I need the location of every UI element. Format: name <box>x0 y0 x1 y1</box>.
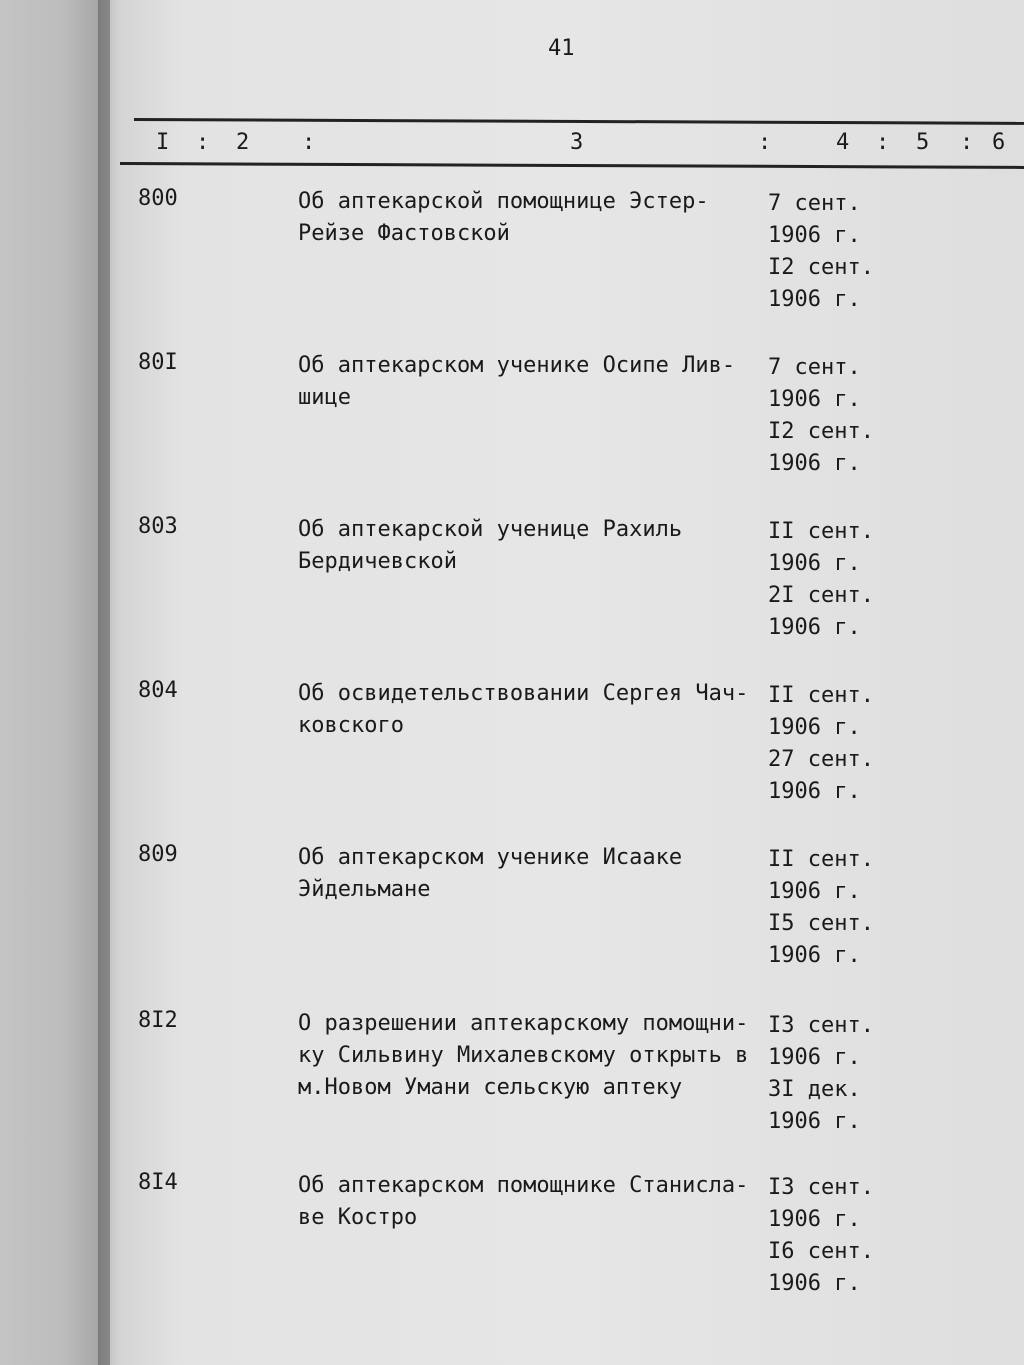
record-dates <box>768 188 874 316</box>
column-header-6: 6 <box>992 130 1006 155</box>
column-header-1: I <box>156 130 170 155</box>
record-dates <box>768 680 874 808</box>
record-title <box>298 186 768 250</box>
record-title-line: Об аптекарском помощнике Станисла- <box>298 1173 749 1198</box>
date-end-year: 1906 г. <box>768 943 861 968</box>
record-number: 800 <box>138 186 178 211</box>
date-end-year: 1906 г. <box>768 451 861 476</box>
list-item <box>0 186 1024 336</box>
record-title <box>298 1170 768 1234</box>
record-title-line: Об аптекарской ученице Рахиль <box>298 517 683 542</box>
column-header-3: 3 <box>570 130 584 155</box>
date-start-year: 1906 г. <box>768 1045 861 1070</box>
column-separator: : <box>758 130 772 155</box>
date-start-day: II сент. <box>768 847 874 872</box>
page-number: 41 <box>548 36 575 61</box>
record-number: 8I2 <box>138 1008 178 1033</box>
date-end-day: I6 сент. <box>768 1239 874 1264</box>
record-title-line: Бердичевской <box>298 549 457 574</box>
date-start-day: II сент. <box>768 519 874 544</box>
record-title-line: Эйдельмане <box>298 877 431 902</box>
date-end-year: 1906 г. <box>768 1271 861 1296</box>
date-end-day: 27 сент. <box>768 747 874 772</box>
record-dates <box>768 844 874 972</box>
record-title-line: шице <box>298 385 351 410</box>
date-end-year: 1906 г. <box>768 779 861 804</box>
record-title <box>298 1008 768 1104</box>
record-number: 809 <box>138 842 178 867</box>
column-header-5: 5 <box>916 130 930 155</box>
list-item <box>0 1008 1024 1158</box>
record-title-line: Об освидетельствовании Сергея Чач- <box>298 681 749 706</box>
column-separator: : <box>960 130 974 155</box>
record-number: 8I4 <box>138 1170 178 1195</box>
column-header-2: 2 <box>236 130 250 155</box>
list-item <box>0 514 1024 664</box>
date-start-day: 7 сент. <box>768 191 861 216</box>
record-title <box>298 514 768 578</box>
record-title <box>298 350 768 414</box>
date-end-day: I2 сент. <box>768 419 874 444</box>
record-title-line: ку Сильвину Михалевскому открыть в <box>298 1043 749 1068</box>
date-start-year: 1906 г. <box>768 715 861 740</box>
date-end-year: 1906 г. <box>768 287 861 312</box>
record-title-line: О разрешении аптекарскому помощни- <box>298 1011 749 1036</box>
list-item <box>0 1170 1024 1320</box>
date-start-year: 1906 г. <box>768 551 861 576</box>
record-number: 804 <box>138 678 178 703</box>
date-end-day: 3I дек. <box>768 1077 861 1102</box>
column-separator: : <box>876 130 890 155</box>
record-title-line: Об аптекарском ученике Исааке <box>298 845 683 870</box>
list-item <box>0 678 1024 828</box>
date-end-year: 1906 г. <box>768 1109 861 1134</box>
date-start-day: I3 сент. <box>768 1013 874 1038</box>
column-separator: : <box>196 130 210 155</box>
record-title-line: Об аптекарском ученике Осипе Лив- <box>298 353 736 378</box>
record-dates <box>768 1010 874 1138</box>
record-dates <box>768 352 874 480</box>
record-number: 803 <box>138 514 178 539</box>
record-title-line: м.Новом Умани сельскую аптеку <box>298 1075 683 1100</box>
date-start-year: 1906 г. <box>768 879 861 904</box>
record-title <box>298 678 768 742</box>
date-end-year: 1906 г. <box>768 615 861 640</box>
list-item <box>0 842 1024 992</box>
column-header-4: 4 <box>836 130 850 155</box>
list-item <box>0 350 1024 500</box>
date-start-year: 1906 г. <box>768 1207 861 1232</box>
date-start-year: 1906 г. <box>768 387 861 412</box>
record-title-line: ве Костро <box>298 1205 418 1230</box>
date-start-day: II сент. <box>768 683 874 708</box>
record-number: 80I <box>138 350 178 375</box>
record-title-line: ковского <box>298 713 404 738</box>
date-start-year: 1906 г. <box>768 223 861 248</box>
record-title-line: Рейзе Фастовской <box>298 221 510 246</box>
record-title <box>298 842 768 906</box>
date-start-day: I3 сент. <box>768 1175 874 1200</box>
date-end-day: I5 сент. <box>768 911 874 936</box>
record-title-line: Об аптекарской помощнице Эстер- <box>298 189 709 214</box>
record-dates <box>768 516 874 644</box>
date-start-day: 7 сент. <box>768 355 861 380</box>
record-dates <box>768 1172 874 1300</box>
column-separator: : <box>302 130 316 155</box>
date-end-day: I2 сент. <box>768 255 874 280</box>
date-end-day: 2I сент. <box>768 583 874 608</box>
